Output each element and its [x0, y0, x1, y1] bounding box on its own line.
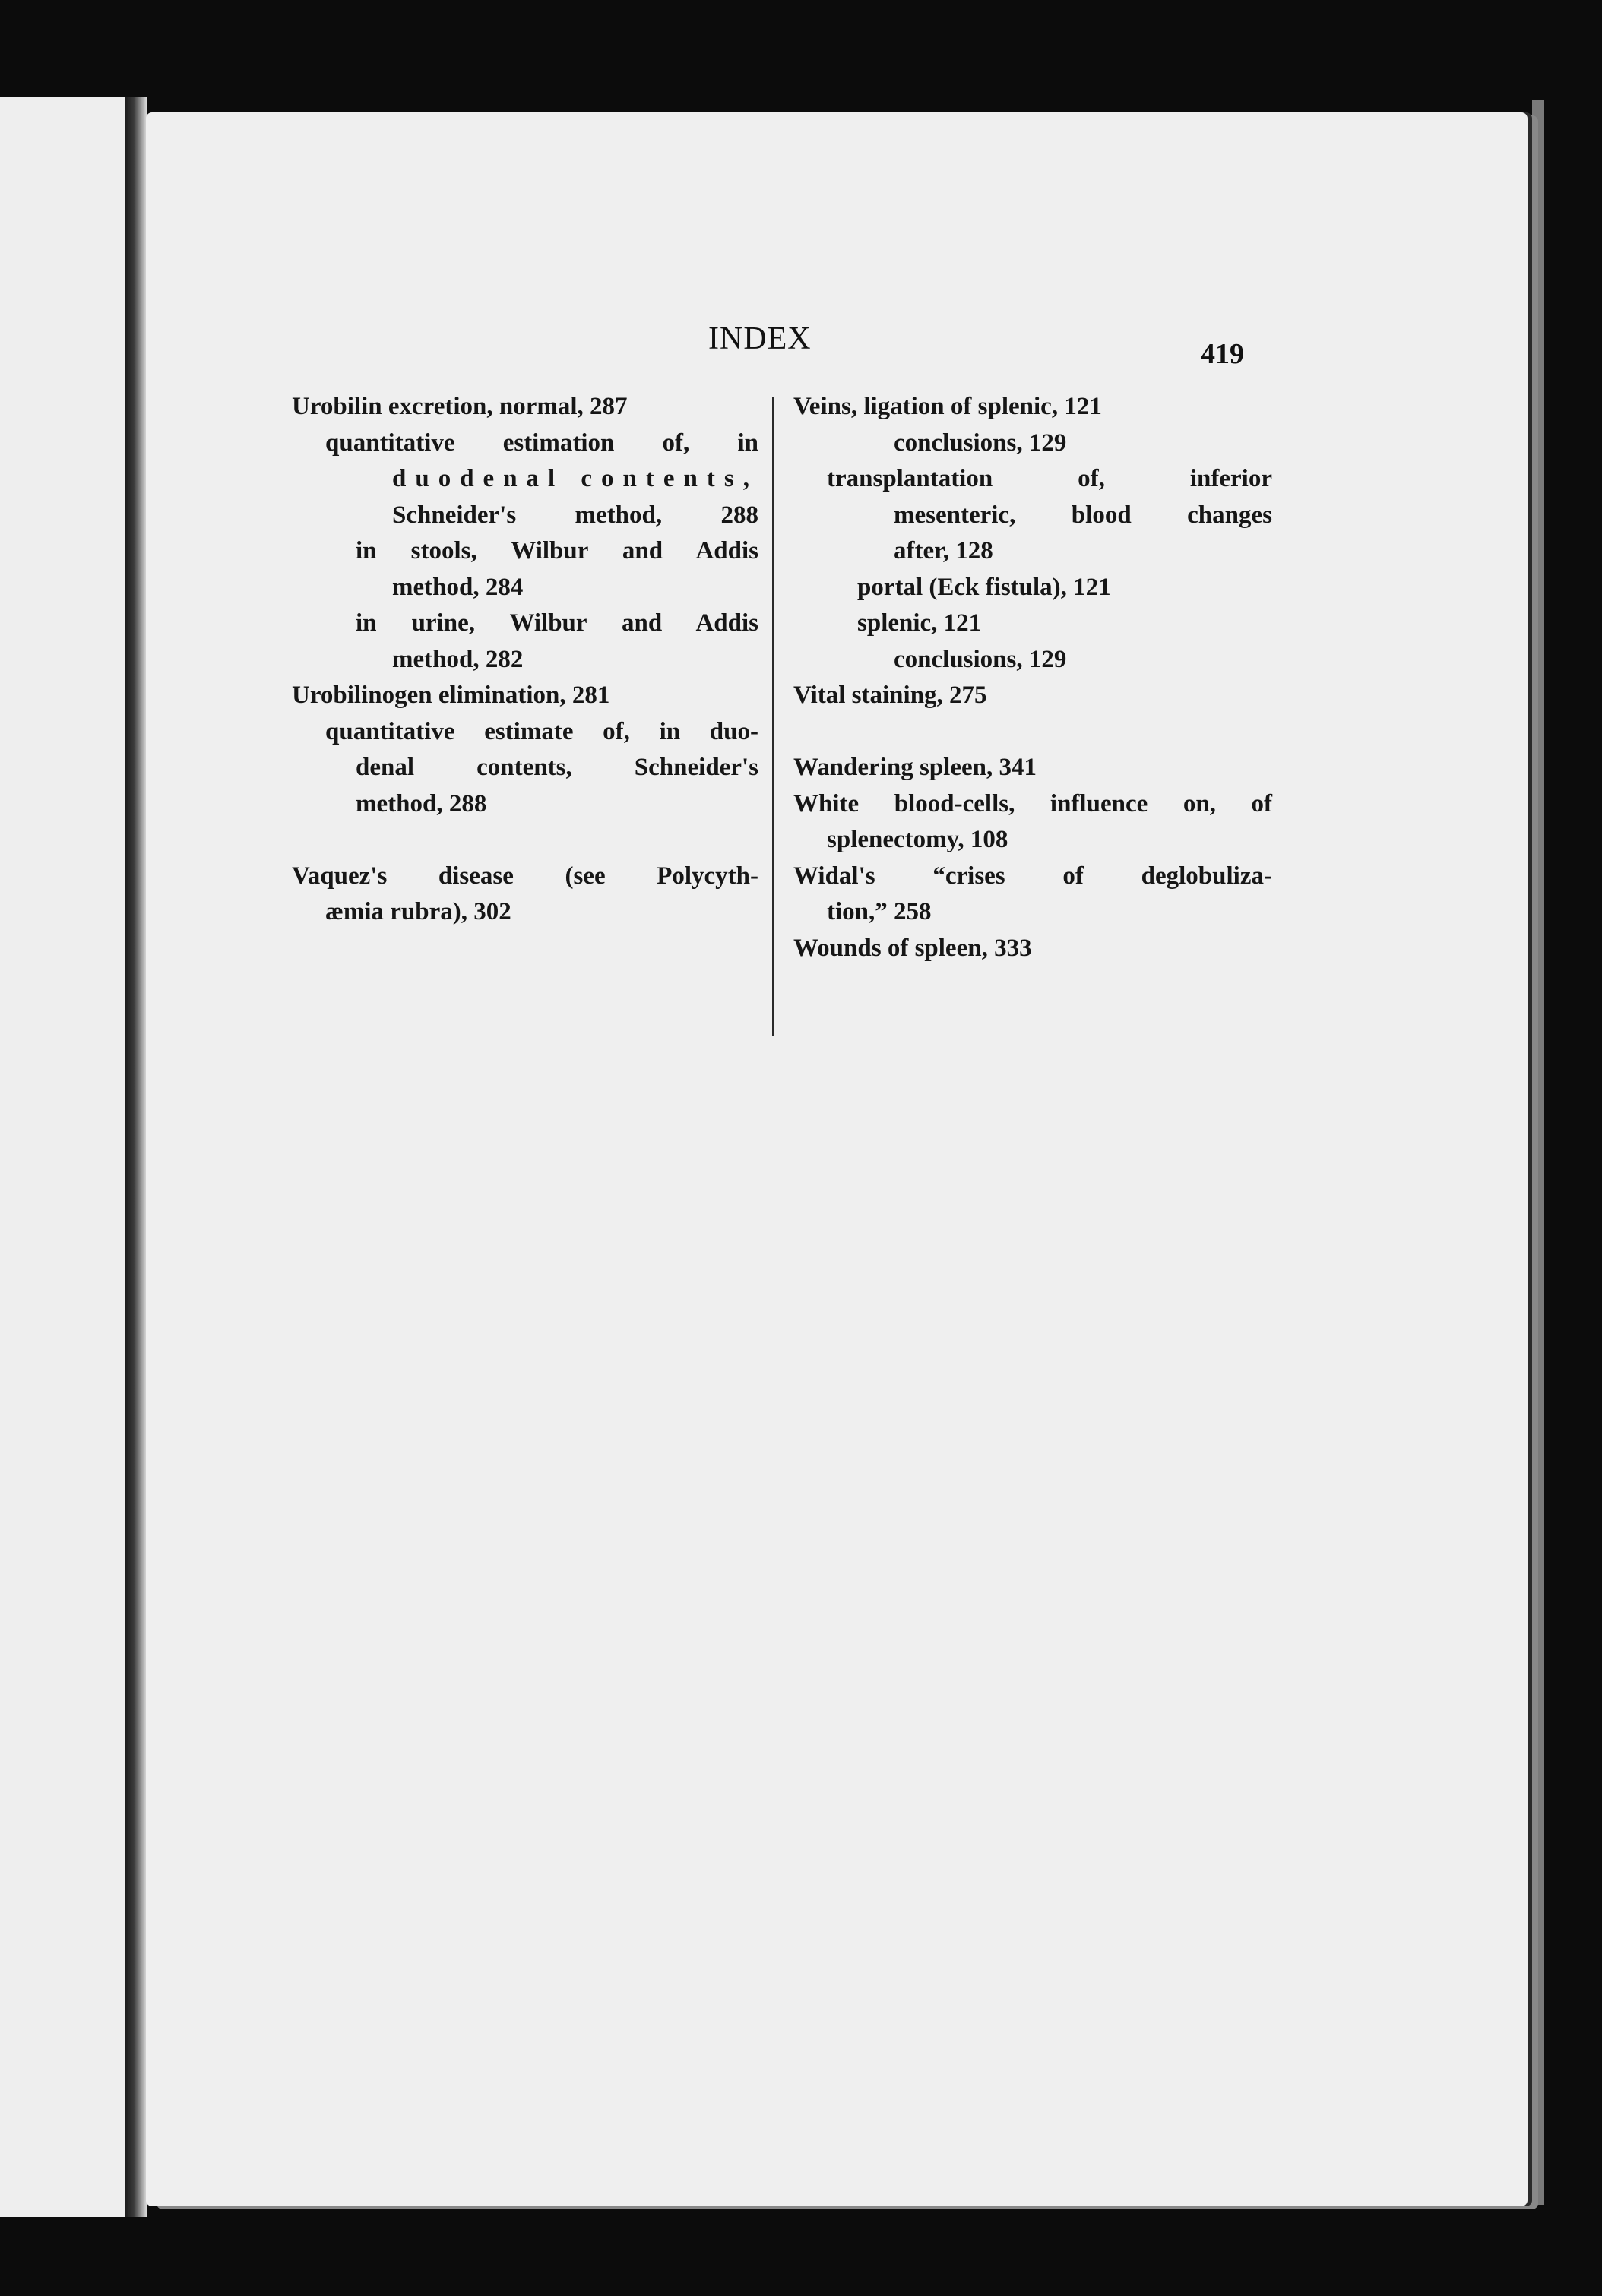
- index-entry: Urobilinogen elimination, 281: [292, 682, 610, 709]
- index-entry: Veins, ligation of splenic, 121: [793, 393, 1102, 420]
- page-stack-edge: [1532, 100, 1544, 2205]
- index-subentry: method, 284: [392, 573, 524, 601]
- page-title: INDEX: [708, 321, 812, 356]
- index-subentry: splenic, 121: [857, 609, 982, 637]
- column-divider: [772, 397, 774, 1036]
- index-subentry: quantitative estimate of, in duo-: [325, 717, 758, 745]
- index-subentry: æmia rubra), 302: [325, 898, 511, 925]
- index-entry: Vaquez's disease (see Polycyth-: [292, 862, 758, 890]
- index-subentry: splenectomy, 108: [827, 826, 1008, 853]
- index-subentry: duodenal contents,: [392, 465, 758, 492]
- index-column-left: [292, 389, 758, 931]
- index-subentry: quantitative estimation of, in: [325, 429, 758, 457]
- index-subentry: portal (Eck fistula), 121: [857, 573, 1111, 601]
- index-entry: Wandering spleen, 341: [793, 754, 1037, 781]
- section-gap: [292, 822, 758, 859]
- index-subentry: transplantation of, inferior: [827, 465, 1272, 492]
- index-subentry: conclusions, 129: [894, 645, 1067, 673]
- index-subentry: in stools, Wilbur and Addis: [356, 537, 758, 565]
- index-subentry: in urine, Wilbur and Addis: [356, 609, 758, 637]
- index-column-right: [793, 389, 1272, 966]
- index-entry: White blood-cells, influence on, of: [793, 789, 1272, 818]
- page-number: 419: [1201, 338, 1244, 370]
- facing-page-edge: [0, 97, 129, 2217]
- index-entry: Vital staining, 275: [793, 682, 987, 709]
- index-entry: Urobilin excretion, normal, 287: [292, 393, 628, 420]
- section-gap: [793, 714, 1272, 751]
- index-subentry: after, 128: [894, 537, 993, 565]
- book-gutter-shadow: [125, 97, 147, 2217]
- index-subentry: mesenteric, blood changes: [894, 501, 1272, 529]
- index-subentry: denal contents, Schneider's: [356, 754, 758, 781]
- index-subentry: method, 282: [392, 645, 524, 673]
- index-entry: Wounds of spleen, 333: [793, 934, 1032, 962]
- index-subentry: method, 288: [356, 789, 487, 818]
- index-subentry: conclusions, 129: [894, 429, 1067, 457]
- index-subentry: tion,” 258: [827, 898, 932, 925]
- index-subentry: Schneider's method, 288: [392, 501, 758, 529]
- index-entry: Widal's “crises of deglobuliza-: [793, 862, 1272, 890]
